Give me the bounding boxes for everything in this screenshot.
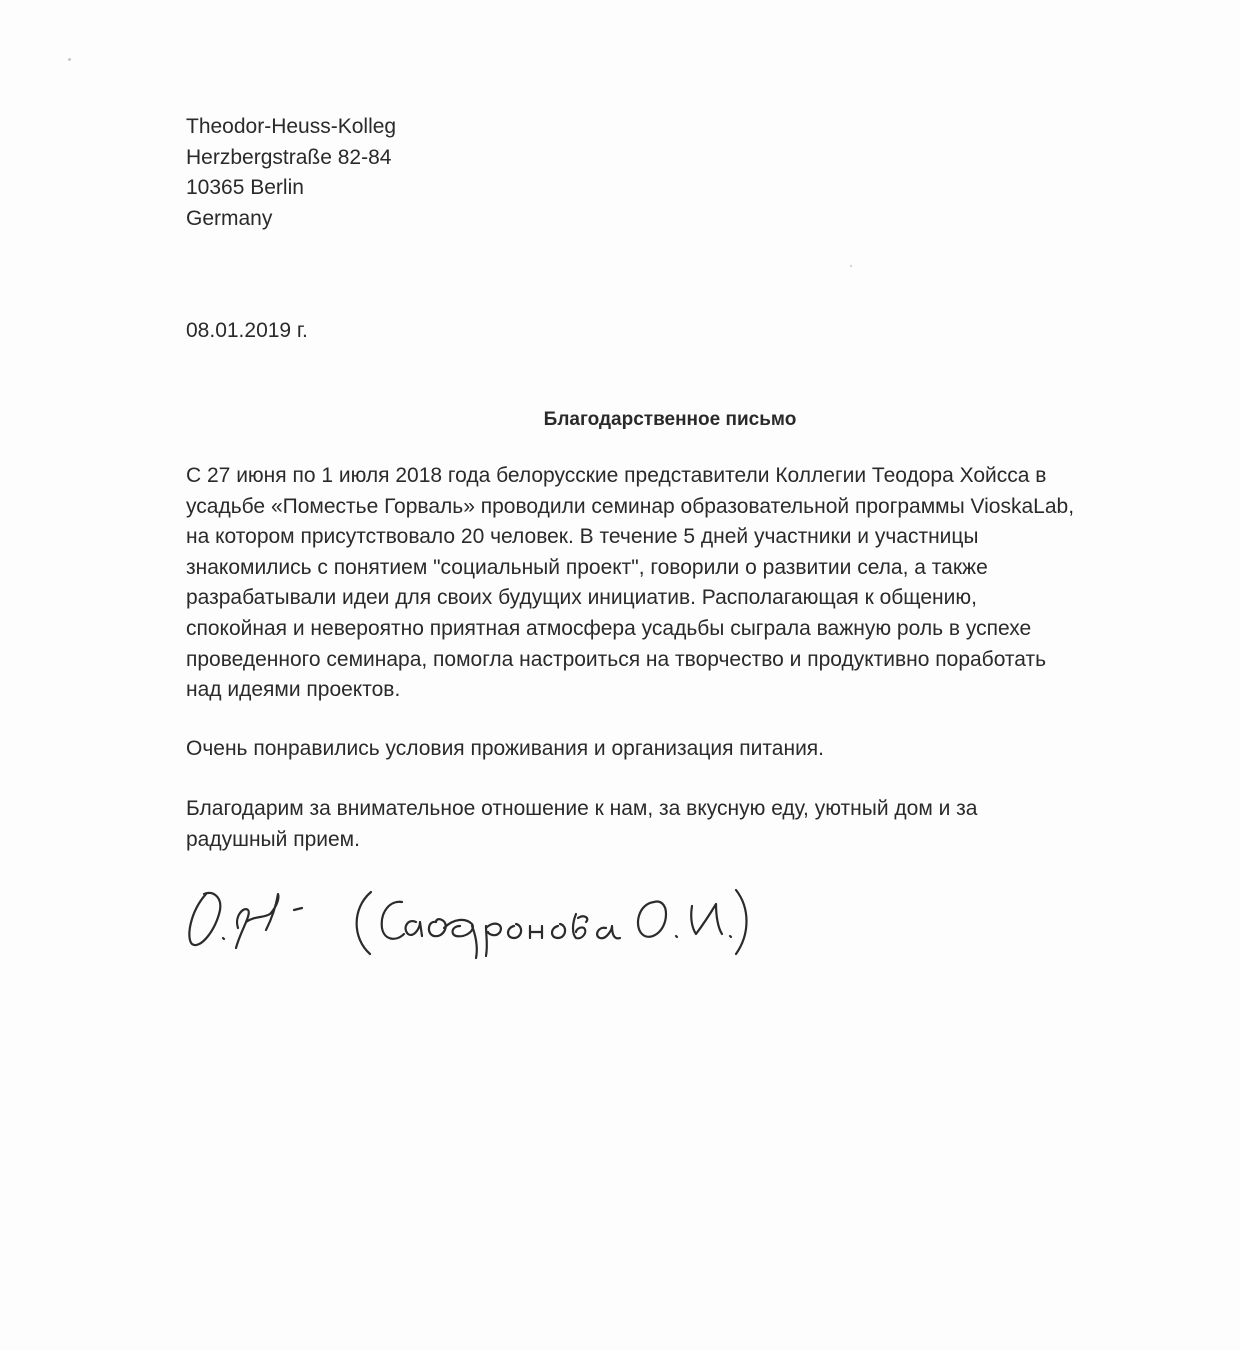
paragraph-event-description (186, 461, 1161, 706)
paragraph-line: радушный прием. (186, 827, 360, 851)
scan-speck (68, 58, 71, 61)
recipient-line: 10365 Berlin (186, 176, 304, 199)
paragraph-line: разрабатывали идеи для своих будущих инициатив. Располагающая к общению, (186, 586, 977, 610)
paragraph-conditions (186, 734, 1161, 765)
recipient-line: Germany (186, 206, 273, 230)
recipient-line: Herzbergstraße 82-84 (186, 145, 392, 169)
paragraph-line: спокойная и невероятно приятная атмосфера усадьбы сыграла важную роль в успехе (186, 616, 1032, 640)
recipient-address (186, 112, 396, 234)
paragraph-line: проведенного семинара, помогла настроиться на творчество и продуктивно поработать (186, 647, 1047, 671)
paragraph-line: С 27 июня по 1 июля 2018 года белорусские представители Коллегии Теодора Хойсса в (186, 464, 1047, 487)
paragraph-line: над идеями проектов. (186, 678, 401, 702)
paragraph-line: Благодарим за внимательное отношение к нам, за вкусную еду, уютный дом и за (186, 797, 978, 820)
letter-date: 08.01.2019 г. (186, 319, 308, 342)
paragraph-line: Очень понравились условия проживания и организация питания. (186, 737, 825, 760)
scan-speck (850, 265, 852, 267)
letter-title: Благодарственное письмо (543, 409, 797, 430)
paragraph-thanks (186, 794, 1161, 855)
recipient-line: Theodor-Heuss-Kolleg (186, 115, 397, 138)
handwritten-signature (176, 872, 756, 964)
paragraph-line: усадьбе «Поместье Горваль» проводили семинар образовательной программы VioskaLab, (186, 494, 1075, 518)
paragraph-line: знакомились с понятием "социальный проект", говорили о развитии села, а также (186, 555, 988, 579)
paragraph-line: на котором присутствовало 20 человек. В течение 5 дней участники и участницы (186, 525, 979, 549)
